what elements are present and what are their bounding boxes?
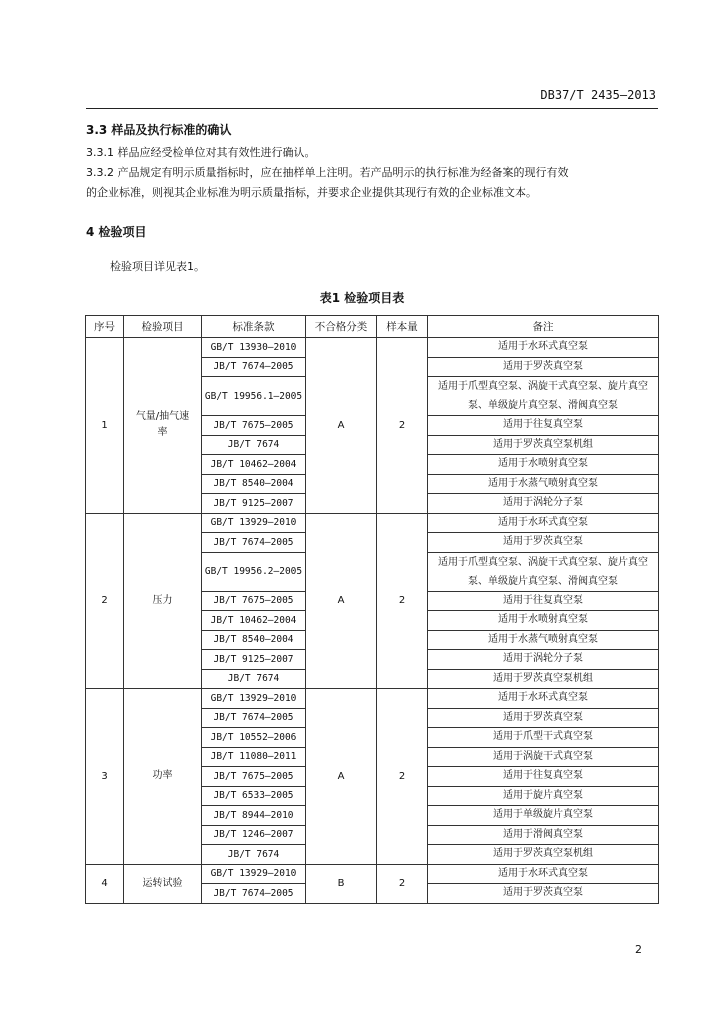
row-number: 1: [86, 338, 124, 514]
nonconformity-class: A: [306, 338, 377, 514]
header-item: 检验项目: [124, 316, 202, 338]
row-number: 2: [86, 513, 124, 689]
table-row: [86, 338, 659, 358]
table-header-row: [86, 316, 659, 338]
standard-clause: JB/T 10552—2006: [202, 728, 306, 748]
standard-clause: JB/T 9125—2007: [202, 494, 306, 514]
standard-clause: JB/T 8540—2004: [202, 630, 306, 650]
standard-clause: JB/T 8944—2010: [202, 806, 306, 826]
remark: 适用于涡轮分子泵: [428, 650, 659, 670]
remark: 适用于爪型真空泵、涡旋干式真空泵、旋片真空泵、单级旋片真空泵、滑阀真空泵: [428, 552, 659, 591]
standard-clause: JB/T 6533—2005: [202, 786, 306, 806]
remark: 适用于旋片真空泵: [428, 786, 659, 806]
standard-clause: JB/T 7675—2005: [202, 767, 306, 787]
header-rule: [86, 108, 658, 109]
section-3-3-title: 3.3 样品及执行标准的确认: [86, 123, 232, 137]
remark: 适用于罗茨真空泵机组: [428, 669, 659, 689]
standard-clause: GB/T 13929—2010: [202, 864, 306, 884]
nonconformity-class: A: [306, 513, 377, 689]
standard-clause: JB/T 7674—2005: [202, 708, 306, 728]
remark: 适用于水喷射真空泵: [428, 611, 659, 631]
standard-clause: JB/T 7675—2005: [202, 416, 306, 436]
remark: 适用于水环式真空泵: [428, 338, 659, 358]
remark: 适用于水蒸气喷射真空泵: [428, 630, 659, 650]
remark: 适用于水喷射真空泵: [428, 455, 659, 475]
inspection-item: 功率: [124, 689, 202, 865]
page-number: 2: [635, 943, 642, 956]
standard-clause: JB/T 7674: [202, 669, 306, 689]
standard-clause: GB/T 13929—2010: [202, 689, 306, 709]
standard-clause: JB/T 7674—2005: [202, 533, 306, 553]
sample-size: 2: [377, 513, 428, 689]
standard-clause: JB/T 7674: [202, 435, 306, 455]
remark: 适用于罗茨真空泵: [428, 533, 659, 553]
nonconformity-class: A: [306, 689, 377, 865]
remark: 适用于爪型干式真空泵: [428, 728, 659, 748]
remark: 适用于水蒸气喷射真空泵: [428, 474, 659, 494]
standard-clause: GB/T 19956.2—2005: [202, 552, 306, 591]
remark: 适用于涡轮分子泵: [428, 494, 659, 514]
remark: 适用于水环式真空泵: [428, 513, 659, 533]
standard-clause: JB/T 8540—2004: [202, 474, 306, 494]
standard-clause: JB/T 10462—2004: [202, 611, 306, 631]
standard-clause: GB/T 13929—2010: [202, 513, 306, 533]
standard-clause: JB/T 9125—2007: [202, 650, 306, 670]
header-class: 不合格分类: [306, 316, 377, 338]
remark: 适用于水环式真空泵: [428, 689, 659, 709]
standard-clause: JB/T 10462—2004: [202, 455, 306, 475]
header-remark: 备注: [428, 316, 659, 338]
standard-clause: JB/T 7674: [202, 845, 306, 865]
standard-clause: JB/T 7675—2005: [202, 591, 306, 611]
remark: 适用于爪型真空泵、涡旋干式真空泵、旋片真空泵、单级旋片真空泵、滑阀真空泵: [428, 377, 659, 416]
standard-clause: JB/T 7674—2005: [202, 357, 306, 377]
standard-clause: GB/T 13930—2010: [202, 338, 306, 358]
inspection-item: 运转试验: [124, 864, 202, 903]
inspection-item: 气量/抽气速率: [124, 338, 202, 514]
header-no: 序号: [86, 316, 124, 338]
standard-clause: JB/T 7674—2005: [202, 884, 306, 904]
remark: 适用于滑阀真空泵: [428, 825, 659, 845]
section-3-3-1-text: 3.3.1 样品应经受检单位对其有效性进行确认。: [86, 146, 316, 159]
table-row: [86, 513, 659, 533]
section-3-3-2-line1: 3.3.2 产品规定有明示质量指标时，应在抽样单上注明。若产品明示的执行标准为经备案的现行有效: [86, 166, 569, 179]
remark: 适用于往复真空泵: [428, 591, 659, 611]
nonconformity-class: B: [306, 864, 377, 903]
sample-size: 2: [377, 689, 428, 865]
inspection-item: 压力: [124, 513, 202, 689]
remark: 适用于罗茨真空泵机组: [428, 845, 659, 865]
document-code: DB37/T 2435—2013: [540, 88, 656, 102]
section-3-3-2-line2: 的企业标准，则视其企业标准为明示质量指标，并要求企业提供其现行有效的企业标准文本。: [86, 186, 537, 199]
remark: 适用于涡旋干式真空泵: [428, 747, 659, 767]
row-number: 4: [86, 864, 124, 903]
remark: 适用于往复真空泵: [428, 416, 659, 436]
sample-size: 2: [377, 864, 428, 903]
inspection-items-table: [85, 315, 659, 904]
standard-clause: JB/T 1246—2007: [202, 825, 306, 845]
row-number: 3: [86, 689, 124, 865]
table-row: [86, 864, 659, 884]
table-row: [86, 689, 659, 709]
remark: 适用于罗茨真空泵: [428, 357, 659, 377]
section-4-title: 4 检验项目: [86, 225, 147, 239]
sample-size: 2: [377, 338, 428, 514]
standard-clause: GB/T 19956.1—2005: [202, 377, 306, 416]
remark: 适用于单级旋片真空泵: [428, 806, 659, 826]
remark: 适用于往复真空泵: [428, 767, 659, 787]
table-caption: 表1 检验项目表: [319, 291, 405, 305]
remark: 适用于罗茨真空泵机组: [428, 435, 659, 455]
remark: 适用于罗茨真空泵: [428, 708, 659, 728]
header-sample-size: 样本量: [377, 316, 428, 338]
standard-clause: JB/T 11080—2011: [202, 747, 306, 767]
remark: 适用于罗茨真空泵: [428, 884, 659, 904]
intro-text: 检验项目详见表1。: [110, 260, 205, 273]
remark: 适用于水环式真空泵: [428, 864, 659, 884]
header-standard: 标准条款: [202, 316, 306, 338]
